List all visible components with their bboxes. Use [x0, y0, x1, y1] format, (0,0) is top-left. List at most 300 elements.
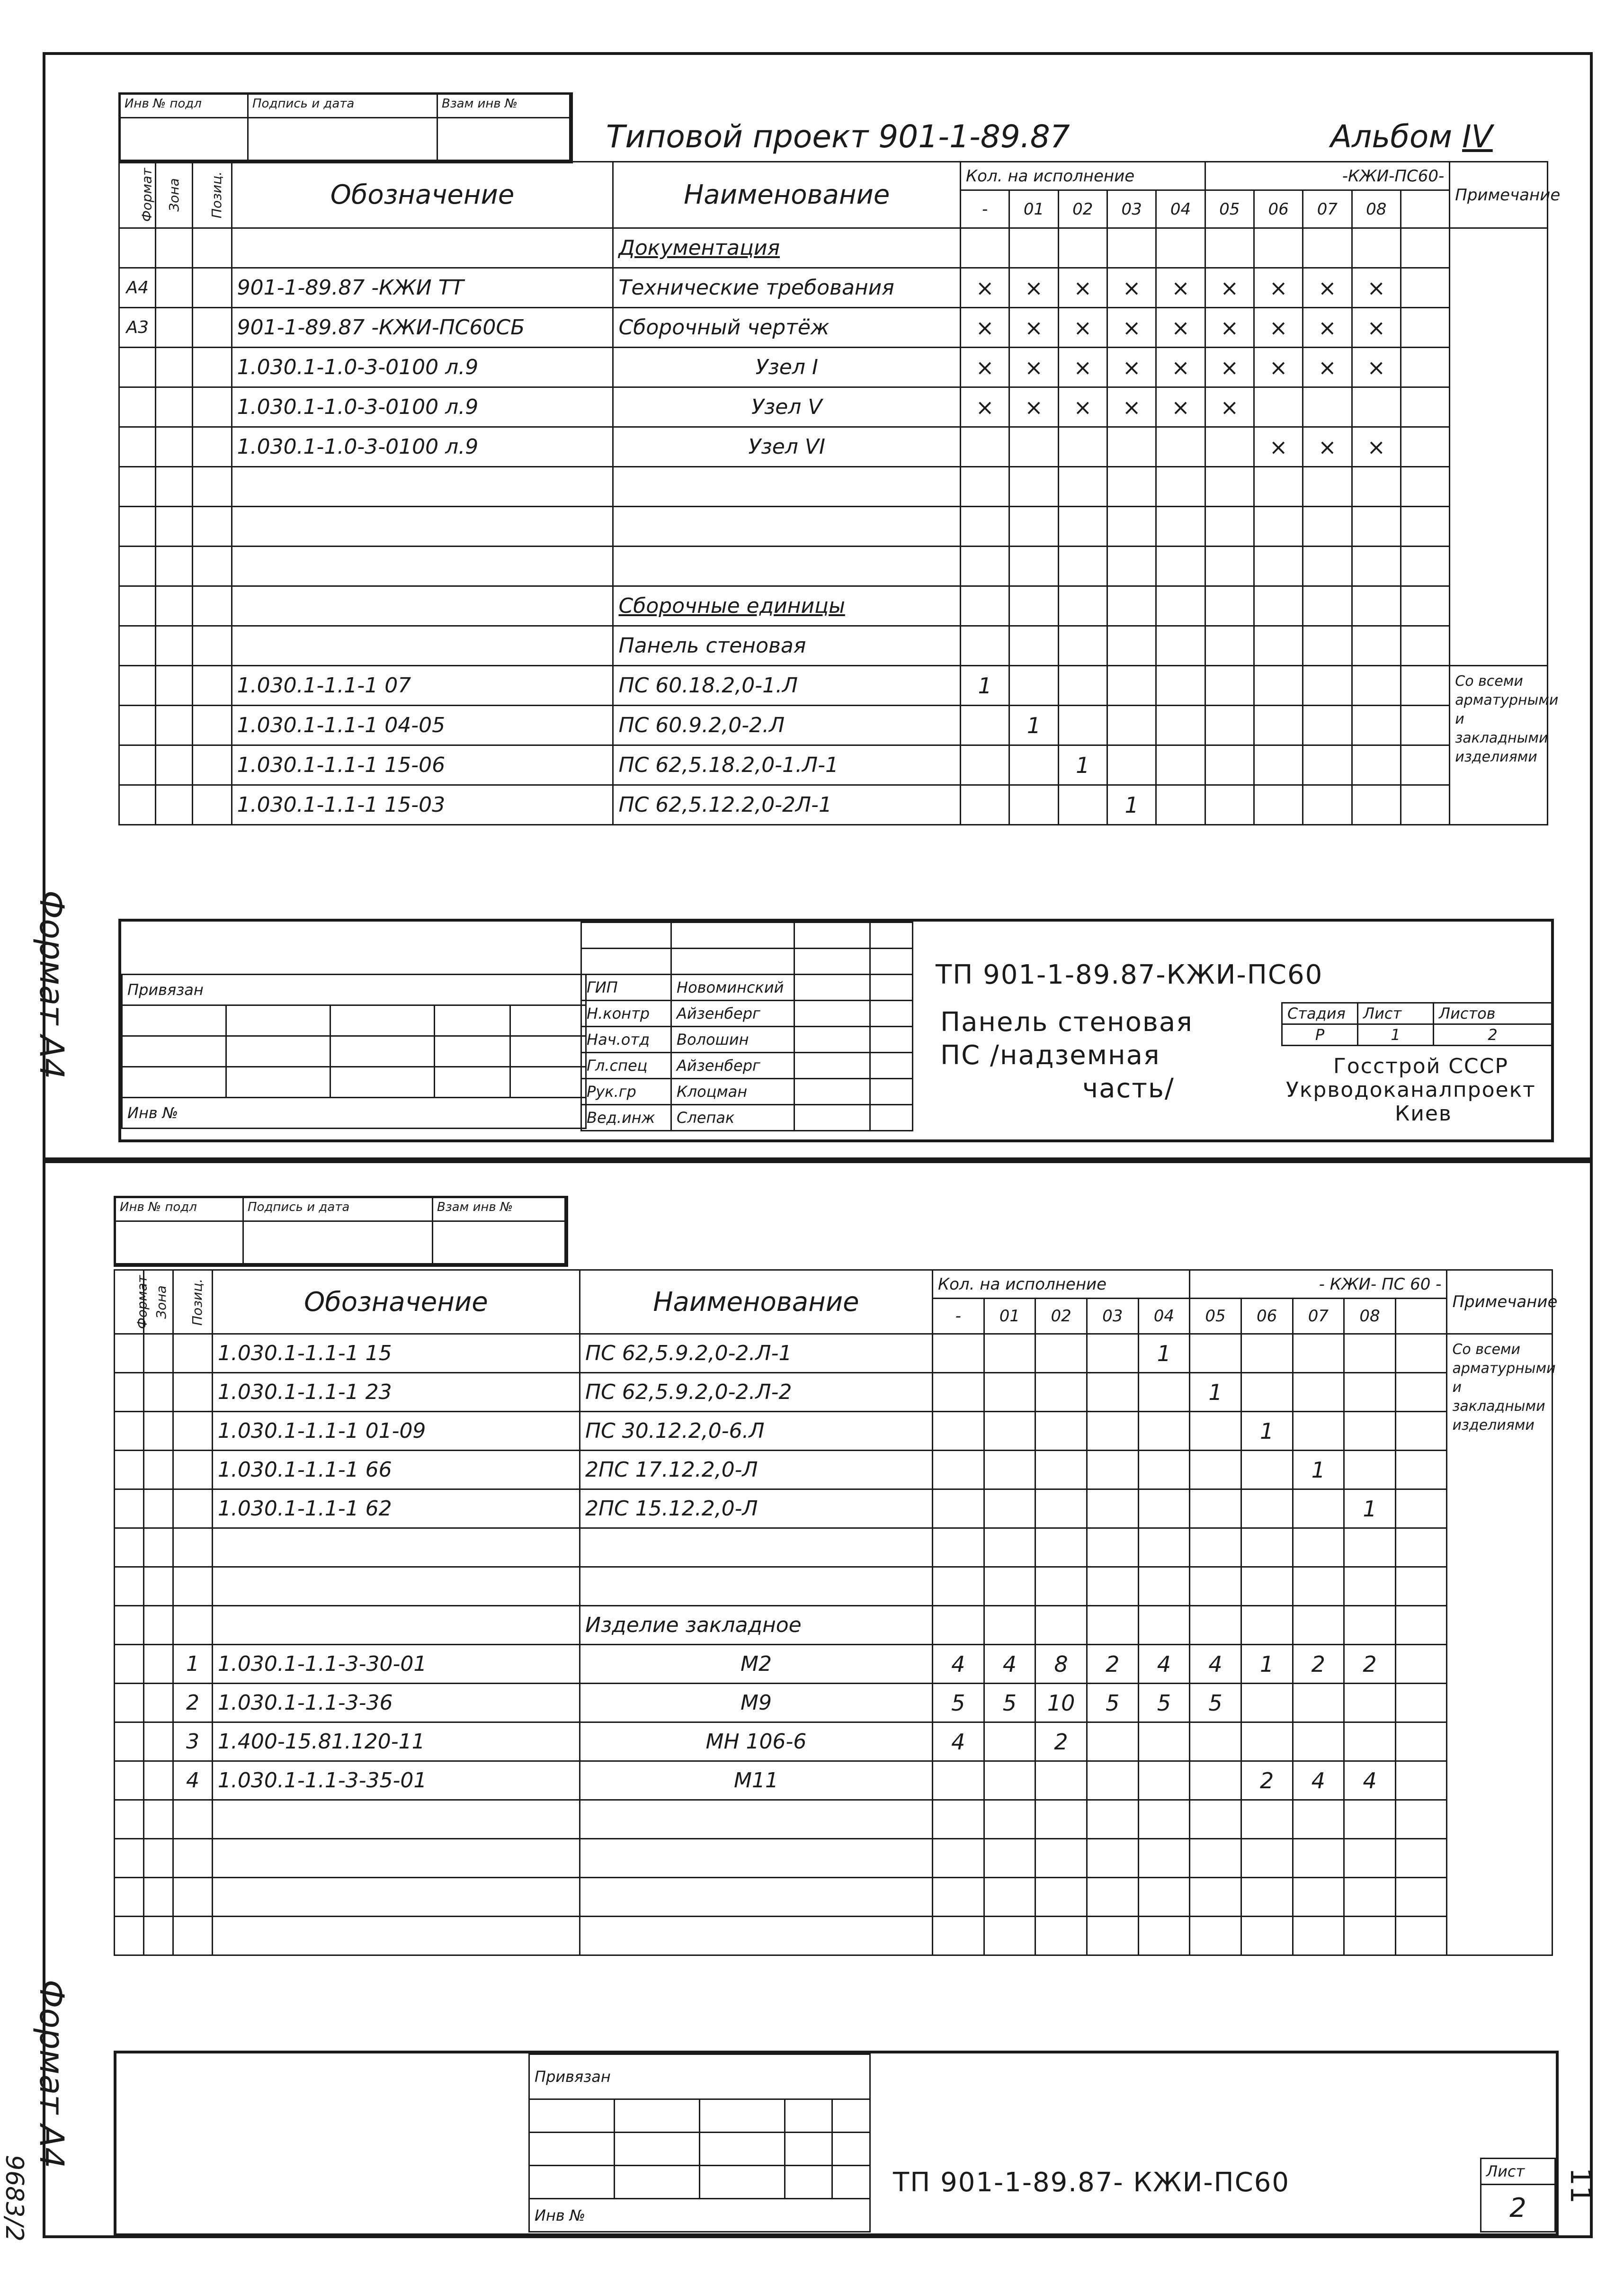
table-row	[119, 785, 1548, 825]
signature	[794, 1105, 870, 1131]
cell-qty	[1107, 626, 1156, 666]
cell-name	[580, 1878, 932, 1917]
cell-zone	[156, 268, 192, 308]
cell-qty	[1138, 1412, 1190, 1451]
cell-qty	[1293, 1684, 1344, 1722]
cell-qty	[1138, 1917, 1190, 1955]
cell-qty	[932, 1528, 984, 1567]
cell-qty	[1395, 1878, 1447, 1917]
cell-qty	[1401, 387, 1449, 427]
cell-qty	[1293, 1412, 1344, 1451]
cell-qty: 2	[1344, 1645, 1396, 1684]
cell-qty	[1241, 1451, 1293, 1489]
cell-qty	[1395, 1800, 1447, 1839]
cell-qty: 1	[1190, 1373, 1241, 1412]
cell-designation	[212, 1917, 580, 1955]
cell-qty: 2	[1293, 1645, 1344, 1684]
cell-qty	[1035, 1412, 1087, 1451]
cell-qty: ×	[1058, 268, 1107, 308]
cell-qty	[1293, 1800, 1344, 1839]
col-qty-06: 06	[1241, 1299, 1293, 1334]
cell-qty	[1395, 1839, 1447, 1878]
cell-name: ПС 62,5.12.2,0-2Л-1	[613, 785, 961, 825]
cell-qty	[1205, 626, 1254, 666]
cell-qty	[1254, 547, 1303, 586]
cell-designation: 1.400-15.81.120-11	[212, 1722, 580, 1761]
cell-qty	[1035, 1917, 1087, 1955]
table-row	[119, 268, 1548, 308]
cell-qty: ×	[1156, 387, 1205, 427]
cell-qty	[1401, 308, 1449, 348]
cell-format	[115, 1451, 144, 1489]
signature	[794, 1001, 870, 1027]
cell-qty	[984, 1917, 1035, 1955]
cell-zone	[156, 547, 192, 586]
cell-zone	[156, 745, 192, 785]
cell-qty	[1241, 1917, 1293, 1955]
cell-name	[580, 1567, 932, 1606]
col-qty-03: 03	[1087, 1299, 1138, 1334]
signature	[794, 1079, 870, 1105]
cell-position	[192, 586, 232, 626]
cell-zone	[156, 507, 192, 547]
cell-name: 2ПС 15.12.2,0-Л	[580, 1489, 932, 1528]
org-line1: Госстрой СССР	[1333, 1054, 1508, 1078]
cell-designation: 1.030.1-1.1-1 15-06	[232, 745, 613, 785]
cell-qty	[1205, 586, 1254, 626]
cell-qty: 2	[1087, 1645, 1138, 1684]
cell-qty	[1254, 626, 1303, 666]
cell-qty	[1344, 1528, 1396, 1567]
cell-qty	[1087, 1761, 1138, 1800]
cell-name	[580, 1528, 932, 1567]
cell-qty: ×	[1156, 268, 1205, 308]
table-row	[115, 1917, 1553, 1955]
title-line2: ПС /надземная	[940, 1040, 1160, 1071]
table-row	[115, 1839, 1553, 1878]
cell-qty: ×	[1009, 348, 1058, 387]
cell-qty	[932, 1489, 984, 1528]
sheets-label: Листов	[1434, 1003, 1552, 1024]
table-row	[115, 1800, 1553, 1839]
signer-row	[581, 1027, 913, 1053]
cell-qty	[1138, 1800, 1190, 1839]
cell-qty	[1087, 1878, 1138, 1917]
cell-qty	[984, 1839, 1035, 1878]
cell-zone	[144, 1839, 173, 1878]
table-row	[119, 745, 1548, 785]
cell-position	[173, 1878, 213, 1917]
table-row	[119, 586, 1548, 626]
cell-qty: ×	[961, 348, 1009, 387]
cell-zone	[144, 1761, 173, 1800]
cell-qty	[1352, 785, 1401, 825]
cell-position	[192, 785, 232, 825]
cell-qty	[1058, 507, 1107, 547]
cell-qty	[1156, 467, 1205, 507]
cell-qty	[1107, 467, 1156, 507]
cell-qty	[1190, 1451, 1241, 1489]
cell-qty	[1241, 1334, 1293, 1373]
cell-qty	[1156, 706, 1205, 745]
cell-qty	[984, 1722, 1035, 1761]
cell-qty	[1107, 666, 1156, 706]
cell-qty	[1401, 586, 1449, 626]
cell-qty	[984, 1761, 1035, 1800]
cell-format: А3	[119, 308, 156, 348]
cell-qty	[1241, 1567, 1293, 1606]
cell-qty	[1058, 228, 1107, 268]
signer-row	[581, 1001, 913, 1027]
cell-name: ПС 30.12.2,0-6.Л	[580, 1412, 932, 1451]
cell-qty	[1254, 706, 1303, 745]
table-row	[115, 1451, 1553, 1489]
cell-qty	[1241, 1489, 1293, 1528]
cell-position	[192, 268, 232, 308]
cell-qty	[1293, 1606, 1344, 1645]
title-code: ТП 901-1-89.87-КЖИ-ПС60	[936, 959, 1323, 990]
cell-qty: ×	[1156, 308, 1205, 348]
cell-qty: 1	[961, 666, 1009, 706]
title-line1: Панель стеновая	[940, 1007, 1193, 1038]
cell-qty	[1107, 745, 1156, 785]
cell-qty	[1401, 666, 1449, 706]
cell-zone	[156, 348, 192, 387]
cell-qty	[1293, 1528, 1344, 1567]
cell-qty	[1107, 427, 1156, 467]
cell-qty: ×	[1303, 348, 1352, 387]
cell-qty	[1087, 1451, 1138, 1489]
cell-qty	[1303, 586, 1352, 626]
cell-qty: 5	[984, 1684, 1035, 1722]
sheet1-side-label: Формат А4	[32, 890, 71, 1079]
cell-name	[580, 1800, 932, 1839]
cell-format: А4	[119, 268, 156, 308]
cell-designation: 1.030.1-1.0-3-0100 л.9	[232, 387, 613, 427]
signer-name: Новоминский	[671, 975, 794, 1001]
cell-qty	[1087, 1606, 1138, 1645]
cell-qty	[1035, 1334, 1087, 1373]
cell-qty: 2	[1035, 1722, 1087, 1761]
cell-qty: ×	[1009, 387, 1058, 427]
cell-qty	[1344, 1684, 1396, 1722]
cell-qty	[1293, 1373, 1344, 1412]
cell-qty	[961, 586, 1009, 626]
col-qty-04: 04	[1138, 1299, 1190, 1334]
cell-qty	[1138, 1878, 1190, 1917]
col-qty-07: 07	[1303, 190, 1352, 228]
cell-name	[580, 1917, 932, 1955]
cell-qty	[1035, 1761, 1087, 1800]
cell-qty	[1009, 626, 1058, 666]
cell-position	[192, 706, 232, 745]
linked-label: Привязан	[529, 2054, 870, 2099]
cell-qty	[1303, 507, 1352, 547]
cell-qty	[1344, 1917, 1396, 1955]
sheet2-side-label: Формат А4	[32, 1980, 71, 2169]
signer-name: Айзенберг	[671, 1001, 794, 1027]
cell-qty	[1352, 228, 1401, 268]
cell-designation	[212, 1878, 580, 1917]
col-designation: Обозначение	[232, 162, 613, 228]
cell-qty	[1352, 507, 1401, 547]
cell-designation: 1.030.1-1.1-3-30-01	[212, 1645, 580, 1684]
cell-qty	[1241, 1373, 1293, 1412]
cell-position	[173, 1917, 213, 1955]
cell-qty	[1107, 228, 1156, 268]
cell-qty: 5	[932, 1684, 984, 1722]
cell-qty	[1352, 745, 1401, 785]
cell-qty	[1087, 1334, 1138, 1373]
table-row	[119, 547, 1548, 586]
table-row	[119, 387, 1548, 427]
cell-qty	[1190, 1412, 1241, 1451]
cell-qty	[984, 1528, 1035, 1567]
stamp-replace-label: Взам инв №	[438, 95, 571, 118]
cell-qty	[984, 1567, 1035, 1606]
table-row	[115, 1722, 1553, 1761]
cell-qty	[1138, 1528, 1190, 1567]
cell-qty	[1205, 467, 1254, 507]
cell-format	[115, 1606, 144, 1645]
cell-qty	[984, 1878, 1035, 1917]
cell-format	[119, 348, 156, 387]
cell-qty	[1156, 666, 1205, 706]
cell-designation	[232, 626, 613, 666]
col-qty-02: 02	[1035, 1299, 1087, 1334]
cell-position: 4	[173, 1761, 213, 1800]
cell-qty	[1138, 1761, 1190, 1800]
cell-qty	[1009, 666, 1058, 706]
cell-qty	[1401, 547, 1449, 586]
cell-name	[580, 1839, 932, 1878]
cell-name	[613, 467, 961, 507]
cell-note-text: Со всеми арматурными и закладными изделиями	[1450, 666, 1548, 825]
cell-qty	[1156, 745, 1205, 785]
cell-format	[119, 706, 156, 745]
cell-zone	[156, 626, 192, 666]
cell-format	[119, 586, 156, 626]
cell-qty	[1190, 1878, 1241, 1917]
table-row	[119, 348, 1548, 387]
signer-role: Вед.инж	[581, 1105, 671, 1131]
cell-qty	[932, 1334, 984, 1373]
cell-qty	[1190, 1567, 1241, 1606]
cell-qty	[1395, 1606, 1447, 1645]
cell-qty	[932, 1800, 984, 1839]
cell-zone	[144, 1528, 173, 1567]
cell-qty	[1087, 1722, 1138, 1761]
cell-qty	[1395, 1334, 1447, 1373]
cell-qty	[1035, 1489, 1087, 1528]
cell-qty	[1241, 1606, 1293, 1645]
cell-position	[173, 1412, 213, 1451]
cell-format	[119, 626, 156, 666]
cell-format	[115, 1878, 144, 1917]
cell-format	[119, 666, 156, 706]
cell-zone	[144, 1451, 173, 1489]
cell-qty	[1138, 1567, 1190, 1606]
table-row	[119, 626, 1548, 666]
cell-qty	[1293, 1334, 1344, 1373]
cell-format	[115, 1373, 144, 1412]
col-qty-base: -	[932, 1299, 984, 1334]
cell-name: Узел VI	[613, 427, 961, 467]
cell-designation: 1.030.1-1.1-1 15	[212, 1334, 580, 1373]
cell-qty	[1344, 1412, 1396, 1451]
col-name: Наименование	[613, 162, 961, 228]
cell-position	[173, 1567, 213, 1606]
cell-qty	[1395, 1567, 1447, 1606]
cell-qty	[1009, 745, 1058, 785]
cell-designation: 1.030.1-1.0-3-0100 л.9	[232, 427, 613, 467]
cell-qty	[1254, 467, 1303, 507]
signer-row	[581, 975, 913, 1001]
signers-table	[580, 922, 913, 1131]
cell-qty	[1254, 586, 1303, 626]
cell-qty	[1156, 427, 1205, 467]
signature	[794, 1053, 870, 1079]
signer-row	[581, 1079, 913, 1105]
cell-zone	[144, 1606, 173, 1645]
cell-name	[613, 507, 961, 547]
cell-qty	[1303, 745, 1352, 785]
cell-position	[173, 1528, 213, 1567]
cell-qty	[1087, 1567, 1138, 1606]
cell-format	[119, 785, 156, 825]
cell-qty	[1058, 547, 1107, 586]
cell-position	[192, 308, 232, 348]
table-row	[119, 507, 1548, 547]
cell-qty	[1205, 706, 1254, 745]
inv-label: Инв №	[122, 1098, 586, 1129]
col-qty-07: 07	[1293, 1299, 1344, 1334]
signature	[794, 1027, 870, 1053]
cell-qty	[961, 626, 1009, 666]
table-row	[119, 706, 1548, 745]
cell-qty: 4	[1138, 1645, 1190, 1684]
cell-qty	[1254, 387, 1303, 427]
cell-qty	[1401, 626, 1449, 666]
cell-name: Сборочные единицы	[613, 586, 961, 626]
cell-qty: 1	[1293, 1451, 1344, 1489]
cell-qty	[1254, 228, 1303, 268]
linked-label: Привязан	[122, 975, 586, 1005]
cell-qty: ×	[1303, 427, 1352, 467]
cell-qty	[1293, 1489, 1344, 1528]
cell-qty	[1241, 1839, 1293, 1878]
sheets-value: 2	[1434, 1024, 1552, 1046]
cell-format	[115, 1839, 144, 1878]
cell-name	[613, 547, 961, 586]
cell-qty	[1058, 467, 1107, 507]
col-qty-05: 05	[1205, 190, 1254, 228]
cell-qty	[984, 1451, 1035, 1489]
signer-row	[581, 1053, 913, 1079]
cell-qty	[932, 1567, 984, 1606]
cell-designation	[212, 1567, 580, 1606]
col-qty-03: 03	[1107, 190, 1156, 228]
cell-qty	[1344, 1800, 1396, 1839]
cell-qty: 1	[1344, 1489, 1396, 1528]
sheet2-side-number: 9683/2	[0, 2155, 28, 2241]
cell-qty	[1087, 1917, 1138, 1955]
cell-format	[119, 387, 156, 427]
cell-qty	[1087, 1412, 1138, 1451]
stamp-sign-label: Подпись и дата	[249, 95, 438, 118]
col-format: Формат	[119, 162, 156, 228]
cell-qty	[932, 1839, 984, 1878]
cell-name: ПС 62,5.9.2,0-2.Л-1	[580, 1334, 932, 1373]
cell-qty	[1303, 666, 1352, 706]
cell-designation	[232, 507, 613, 547]
cell-qty	[1344, 1567, 1396, 1606]
cell-qty: ×	[1254, 427, 1303, 467]
cell-qty: ×	[1254, 308, 1303, 348]
cell-designation	[232, 228, 613, 268]
cell-position	[192, 745, 232, 785]
cell-qty	[1190, 1800, 1241, 1839]
cell-qty	[1190, 1334, 1241, 1373]
cell-qty: ×	[1352, 268, 1401, 308]
cell-qty	[1352, 586, 1401, 626]
cell-qty	[1107, 547, 1156, 586]
cell-qty	[1344, 1878, 1396, 1917]
sheet1-title-block	[118, 919, 1554, 1142]
cell-position	[173, 1839, 213, 1878]
col-qty-01: 01	[984, 1299, 1035, 1334]
album-project: Типовой проект 901-1-89.87	[606, 118, 1070, 155]
cell-qty	[1205, 427, 1254, 467]
signer-role: Нач.отд	[581, 1027, 671, 1053]
col-qty-05: 05	[1190, 1299, 1241, 1334]
cell-qty	[1205, 666, 1254, 706]
cell-format	[119, 507, 156, 547]
cell-format	[119, 745, 156, 785]
cell-qty	[1352, 547, 1401, 586]
cell-qty: 1	[1241, 1645, 1293, 1684]
cell-qty: 4	[1344, 1761, 1396, 1800]
cell-qty	[1156, 547, 1205, 586]
cell-zone	[144, 1373, 173, 1412]
cell-position: 2	[173, 1684, 213, 1722]
cell-qty	[1138, 1722, 1190, 1761]
cell-name: М9	[580, 1684, 932, 1722]
cell-qty	[1058, 626, 1107, 666]
cell-qty	[1058, 586, 1107, 626]
cell-designation	[232, 547, 613, 586]
cell-qty: 5	[1138, 1684, 1190, 1722]
table-row	[115, 1684, 1553, 1722]
cell-format	[115, 1412, 144, 1451]
cell-qty: ×	[1303, 308, 1352, 348]
cell-qty: 1	[1107, 785, 1156, 825]
cell-format	[115, 1567, 144, 1606]
col-qty-08: 08	[1352, 190, 1401, 228]
cell-qty: 4	[932, 1645, 984, 1684]
cell-qty	[1156, 586, 1205, 626]
cell-qty: 1	[1009, 706, 1058, 745]
cell-designation	[212, 1839, 580, 1878]
album-label	[1330, 118, 1493, 155]
cell-name: Документация	[613, 228, 961, 268]
cell-qty	[1395, 1412, 1447, 1451]
cell-qty	[1254, 666, 1303, 706]
cell-designation: 1.030.1-1.1-1 62	[212, 1489, 580, 1528]
cell-qty	[984, 1373, 1035, 1412]
cell-designation: 1.030.1-1.0-3-0100 л.9	[232, 348, 613, 387]
stamp-inv-label: Инв № подл	[121, 95, 249, 118]
